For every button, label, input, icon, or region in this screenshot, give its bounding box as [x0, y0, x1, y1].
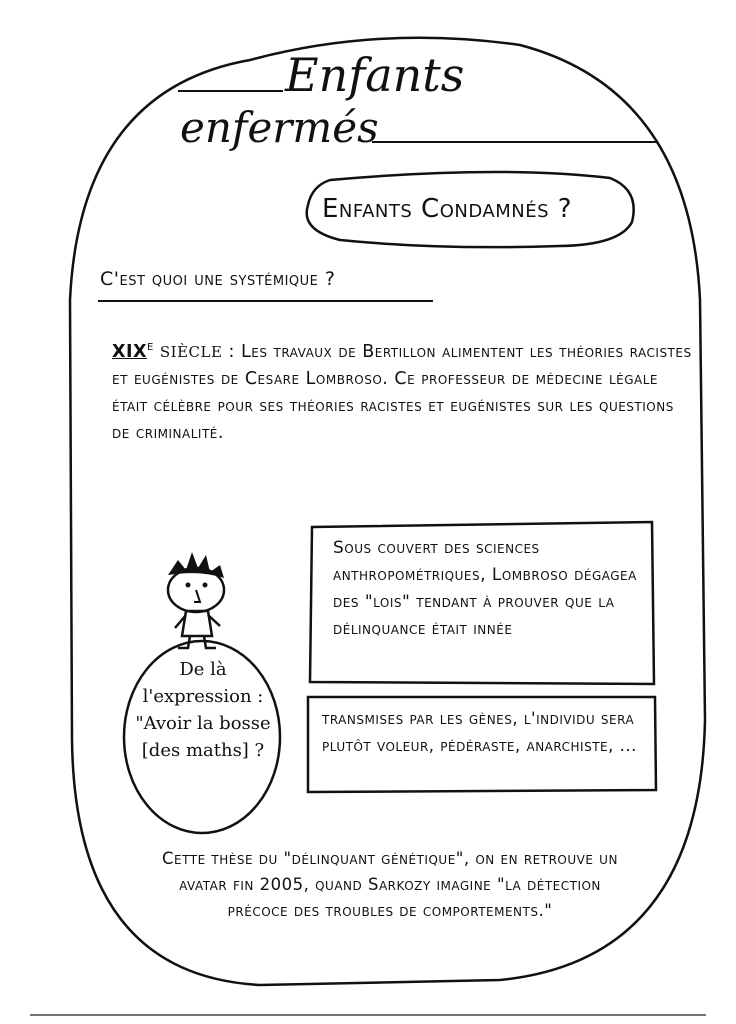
- character-drawing: [168, 552, 224, 648]
- box2-text: transmises par les gènes, l'individu sera plutôt voleur, pédéraste, anarchiste, ...: [322, 709, 637, 755]
- title-line1: Enfants: [285, 48, 465, 102]
- conclusion-text: Cette thèse du "délinquant génétique", on en retrouve un avatar fin 2005, quand Sarkozy imagine "la détection précoce des troubles de comportements.": [162, 849, 618, 920]
- box1-text: Sous couvert des sciences anthropométriques, Lombroso dégagea des "lois" tendant à prouver que la délinquance était innée: [333, 538, 637, 639]
- title-rule-right: [372, 141, 657, 143]
- question-underline: [98, 300, 433, 302]
- title-line2: enfermés: [180, 103, 379, 152]
- section-question: C'est quoi une systémique ?: [100, 268, 336, 290]
- speech-bubble-text: De là l'expression : "Avoir la bosse [des maths] ?: [135, 659, 271, 761]
- century-sup: e: [147, 337, 154, 354]
- subtitle-pill-text: Enfants Condamnés ?: [322, 194, 573, 224]
- paragraph-body: : Les travaux de Bertillon alimentent les théories racistes et eugénistes de Cesare Lombroso. Ce professeur de médecine légale était célèbre pour ses théories racistes et eugénistes sur les questions de criminalité.: [112, 341, 692, 443]
- title-rule-left: [178, 90, 283, 92]
- century-word: siècle: [159, 337, 223, 363]
- history-paragraph: [112, 332, 692, 447]
- capsule-outline: [70, 38, 705, 985]
- century-roman: XIX: [112, 341, 147, 362]
